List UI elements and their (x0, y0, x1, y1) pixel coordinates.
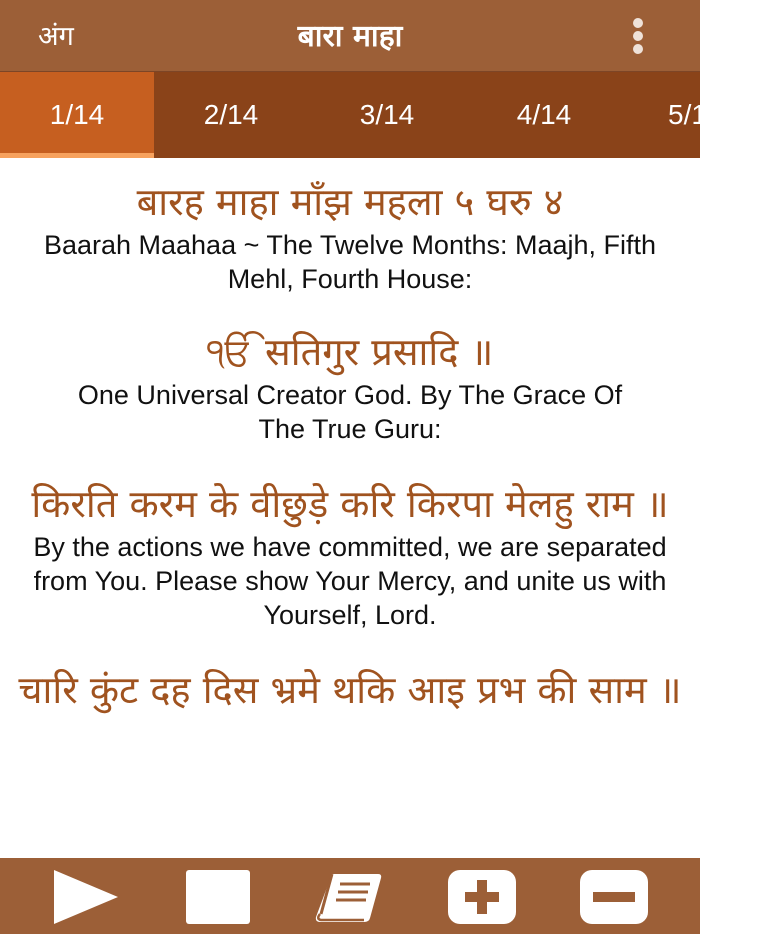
zoom-in-icon[interactable] (446, 870, 518, 924)
verse-gurmukhi: बारह माहा माँझ महला ५ घरु ४ (136, 180, 564, 224)
verse-1 (0, 158, 700, 296)
verse-2 (0, 296, 700, 446)
tab-3[interactable]: 3/14 (359, 99, 415, 130)
verse-gurmukhi: चारि कुंट दह दिस भ्रमे थकि आइ प्रभ की साम ॥ (18, 668, 682, 712)
book-icon[interactable] (312, 870, 384, 924)
verse-translation: Baarah Maahaa ~ The Twelve Months: Maajh, Fifth Mehl, Fourth House: (43, 230, 657, 294)
app-header (0, 0, 700, 72)
verse-4 (0, 632, 700, 716)
tab-4[interactable]: 4/14 (516, 99, 572, 130)
verse-3 (0, 446, 700, 632)
bottom-toolbar (0, 858, 700, 934)
verse-gurmukhi: किरति करम के वीछुड़े करि किरपा मेलहु राम ॥ (31, 482, 669, 526)
page-title: बारा माहा (297, 19, 403, 54)
verse-content[interactable] (0, 158, 700, 858)
ang-button[interactable]: अंग (38, 21, 74, 52)
stop-icon[interactable] (182, 870, 254, 924)
more-vertical-icon[interactable] (626, 18, 650, 54)
verse-translation: By the actions we have committed, we are separated from You. Please show Your Mercy, and unite us with Yourself, Lord. (33, 532, 667, 630)
zoom-out-icon[interactable] (578, 870, 650, 924)
verse-translation: One Universal Creator God. By The Grace Of The True Guru: (77, 380, 623, 444)
tab-1[interactable]: 1/14 (0, 72, 154, 158)
page-tabs (0, 72, 723, 158)
tab-5[interactable]: 5/14 (668, 99, 723, 130)
play-icon[interactable] (50, 870, 122, 924)
verse-gurmukhi: ੴ सतिगुर प्रसादि ॥ (206, 330, 494, 374)
tab-2[interactable]: 2/14 (203, 99, 259, 130)
